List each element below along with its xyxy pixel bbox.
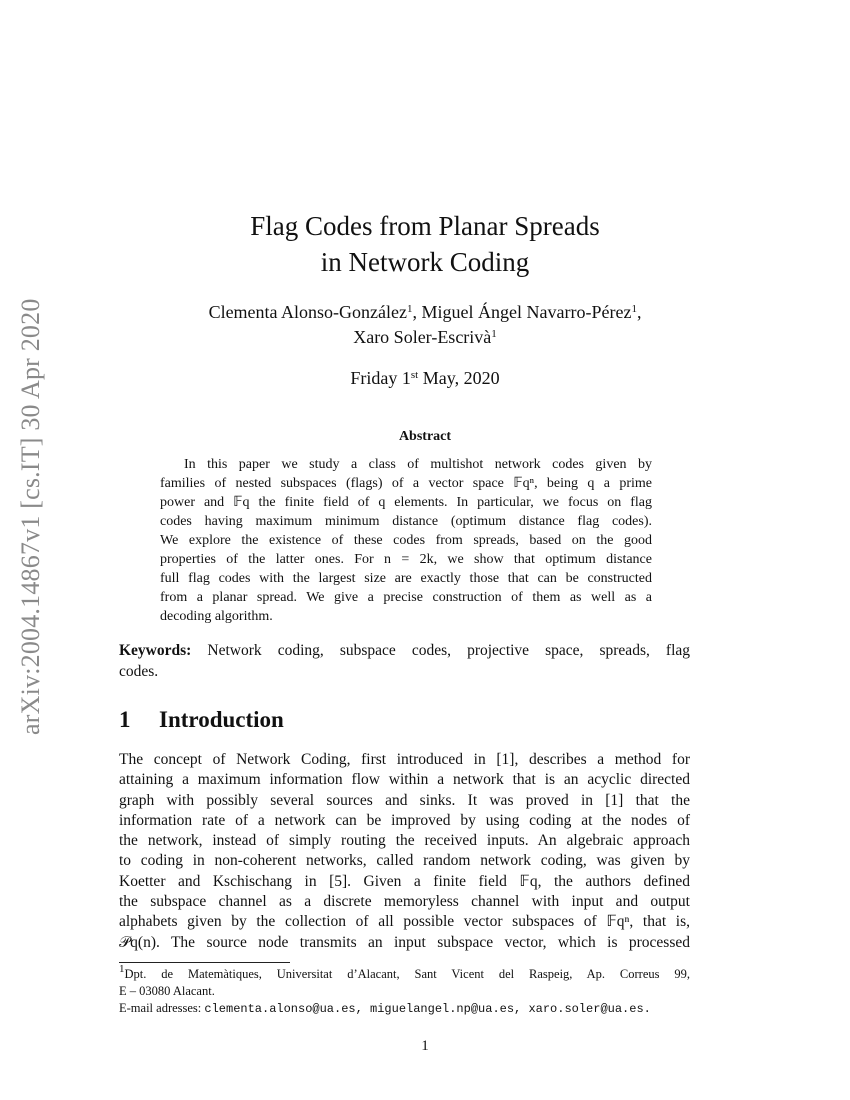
paragraph-line: the subspace channel as a discrete memoryless channel with input and output <box>119 893 690 911</box>
section-number: 1 <box>119 707 131 732</box>
introduction-text <box>119 750 690 953</box>
paragraph-line: The concept of Network Coding, first introduced in [1], describes a method for <box>119 751 690 768</box>
abstract-line: properties of the latter ones. For n = 2k, we show that optimum distance <box>160 552 652 567</box>
keywords-line-1: Keywords: Network coding, subspace codes, projective space, spreads, flag <box>119 642 691 659</box>
title-line-1: Flag Codes from Planar Spreads <box>250 211 600 241</box>
affiliation-mark: 1 <box>491 328 497 340</box>
author-name: Clementa Alonso-González <box>208 302 408 322</box>
author-list <box>0 300 850 350</box>
author-name: Miguel Ángel Navarro-Pérez <box>421 302 632 322</box>
paragraph-line: to coding in non-coherent networks, called random network coding, was given by <box>119 852 690 870</box>
abstract-line: In this paper we study a class of multishot network codes given by <box>184 457 652 472</box>
paper-title <box>0 208 850 280</box>
author-line-1: Clementa Alonso-González$^1$, Miguel Ángel Navarro-Pérez$^1$, <box>208 302 642 322</box>
abstract-line: We explore the existence of these codes from spreads, based on the good <box>160 533 652 548</box>
abstract-line: decoding algorithm. <box>160 609 273 624</box>
paragraph-line: the network, instead of simply routing the received inputs. An algebraic approach <box>119 832 690 850</box>
abstract-line: codes having maximum minimum distance (optimum distance flag codes). <box>160 514 652 529</box>
footnote-mark: 1 <box>119 963 125 975</box>
abstract-heading: Abstract <box>398 429 452 444</box>
section-heading <box>119 707 284 733</box>
footnote-line-1: $^1$Dpt. de Matemàtiques, Universitat d’Alacant, Sant Vicent del Raspeig, Ap. Correus 99, <box>119 963 690 981</box>
abstract-line: power and 𝔽q the finite field of q elements. In particular, we focus on flag <box>160 495 652 510</box>
title-line-2: in Network Coding <box>320 247 530 277</box>
abstract-line: from a planar spread. We give a precise construction of them as well as a <box>160 590 652 605</box>
page-number: 1 <box>421 1038 429 1054</box>
affiliation-mark: 1 <box>407 303 413 315</box>
keywords-label: Keywords: <box>119 642 192 659</box>
footnote <box>119 963 690 1018</box>
footnote-divider <box>119 962 290 963</box>
paragraph-line: alphabets given by the collection of all possible vector subspaces of 𝔽qⁿ, that is, <box>119 913 690 931</box>
footnote-emails <box>119 1000 690 1018</box>
arxiv-identifier: arXiv:2004.14867v1 [cs.IT] 30 Apr 2020 <box>16 298 45 735</box>
paragraph-line: Koetter and Kschischang in [5]. Given a finite field 𝔽q, the authors defined <box>119 872 690 890</box>
affiliation-mark: 1 <box>631 303 637 315</box>
paragraph-line: graph with possibly several sources and sinks. It was proved in [1] that the <box>119 791 690 809</box>
author-name: Xaro Soler-Escrivà <box>353 327 492 347</box>
paragraph-line: attaining a maximum information flow within a network that is an acyclic directed <box>119 771 690 789</box>
email-label: E-mail adresses: <box>119 1001 202 1015</box>
paragraph-line: 𝒫q(n). The source node transmits an input subspace vector, which is processed <box>119 933 690 951</box>
abstract-line: families of nested subspaces (flags) of a vector space 𝔽qⁿ, being q a prime <box>160 476 652 491</box>
abstract-body <box>160 455 652 626</box>
keywords-line-2: codes. <box>119 663 159 680</box>
keywords <box>119 640 690 682</box>
section-title: Introduction <box>159 707 284 732</box>
footnote-line-2: E – 03080 Alacant. <box>119 984 215 998</box>
abstract-line: full flag codes with the largest size are exactly those that can be constructed <box>160 571 652 586</box>
paragraph-line: information rate of a network can be improved by using coding at the nodes of <box>119 811 690 829</box>
publication-date: Friday 1st May, 2020 <box>350 368 500 388</box>
email-addresses: clementa.alonso@ua.es, miguelangel.np@ua.es, xaro.soler@ua.es. <box>204 1002 651 1016</box>
author-line-2 <box>0 325 850 350</box>
